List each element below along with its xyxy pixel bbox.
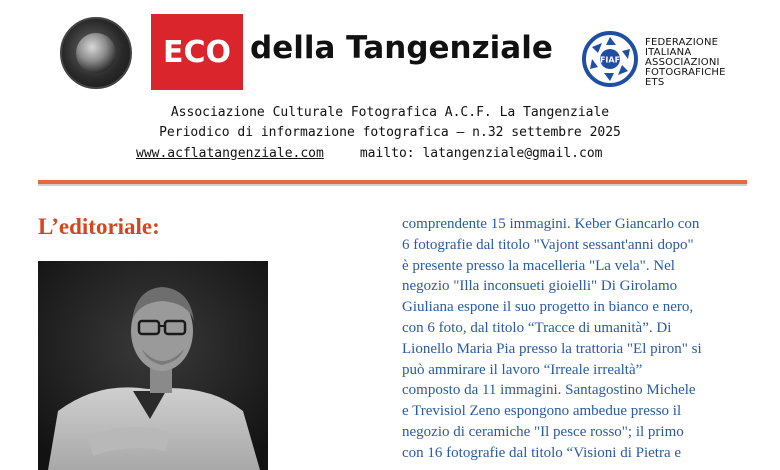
article-line: e Trevisiol Zeno espongono ambedue presso il	[402, 403, 682, 420]
website-link[interactable]: www.acflatangenziale.com	[136, 146, 324, 161]
article-line: con 16 fotografie dal titolo “Visioni di Pietra e	[402, 444, 682, 461]
fiaf-line: ITALIANA	[645, 47, 692, 58]
article-line: Lionello Maria Pia presso la trattoria "El piron" si	[402, 340, 702, 357]
article-line: negozio "Illa inconsueti gioielli" Di Girolamo	[402, 278, 678, 295]
portrait-image	[38, 261, 268, 470]
fiaf-wordmark	[645, 38, 755, 88]
periodical-info: Periodico di informazione fotografica – n.32 settembre 2025	[159, 125, 621, 140]
article-line: comprendente 15 immagini. Keber Giancarlo con	[402, 216, 700, 232]
contact-line	[136, 146, 602, 161]
camera-emblem-icon	[76, 33, 116, 73]
association-name: Associazione Culturale Fotografica A.C.F. La Tangenziale	[170, 105, 610, 120]
article-line: negozio di ceramiche "Il pesce rosso"; il primo	[402, 423, 684, 440]
article-line: Giuliana espone il suo progetto in bianco e nero,	[402, 299, 694, 316]
masthead-title: della Tangenziale	[250, 30, 553, 66]
article-line: può ammirare il lavoro “Irreale irrealtà”	[402, 361, 643, 378]
header-divider-shadow	[38, 184, 747, 186]
article-line: con 6 foto, dal titolo “Tracce di umanità”. Di	[402, 319, 672, 336]
email-text[interactable]: mailto: latangenziale@gmail.com	[359, 146, 603, 161]
fiaf-line: ASSOCIAZIONI	[645, 57, 720, 68]
masthead-eco: ECO	[151, 14, 243, 90]
article-line: 6 fotografie dal titolo "Vajont sessant'anni dopo"	[402, 236, 694, 253]
fiaf-line: FOTOGRAFICHE	[645, 67, 726, 78]
article-line: è presente presso la macelleria "La vela". Nel	[402, 257, 675, 274]
article-line: composto da 11 immagini. Santagostino Michele	[402, 382, 696, 399]
fiaf-badge: FIAF	[599, 55, 621, 65]
fiaf-logo	[582, 31, 638, 87]
fiaf-line: FEDERAZIONE	[645, 37, 719, 48]
section-heading: L’editoriale:	[38, 214, 160, 239]
fiaf-line: ETS	[645, 77, 665, 88]
author-photo	[38, 261, 268, 470]
club-logo	[60, 17, 132, 89]
article-column	[402, 214, 754, 464]
